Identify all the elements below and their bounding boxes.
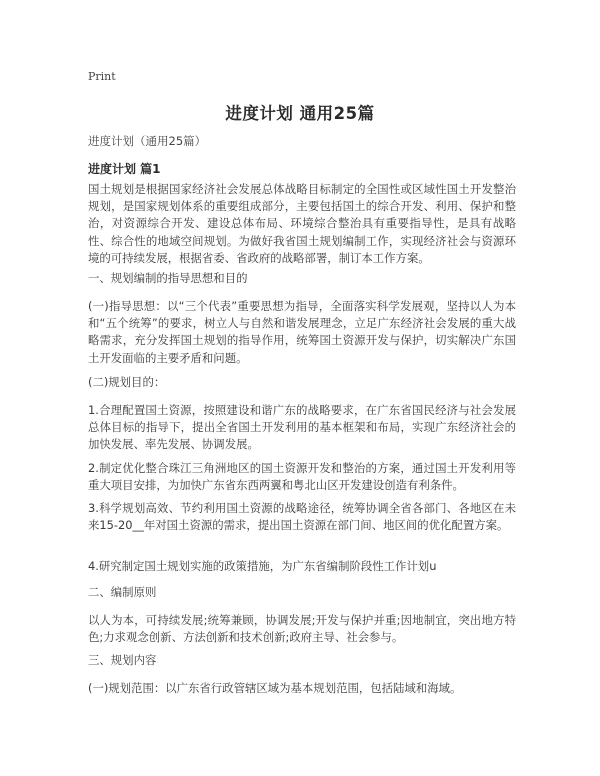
paragraph-purpose-3: 3.科学规划高效、节约利用国土资源的战略途径，统筹协调全省各部门、各地区在未来15-20__年对国土资源的需求，提出国土资源在部门间、地区间的优化配置方案。: [88, 501, 516, 533]
paragraph-intro: 国土规划是根据国家经济社会发展总体战略目标制定的全国性或区域性国土开发整治规划，是国家规划体系的重要组成部分，主要包括国土的综合开发、利用、保护和整治，对资源综合开发、建设总体布局、环境综合整治具有重要指导性，是具有战略性、综合性的地域空间规划。为做好我省国土规划编制工作，实现经济社会与资源环境的可持续发展，根据省委、省政府的战略部署，制订本工作方案。: [88, 182, 516, 265]
heading-principles: 二、编制原则: [88, 585, 157, 599]
section-heading: 进度计划 篇1: [88, 162, 161, 176]
paragraph-principles: 以人为本，可持续发展;统筹兼顾，协调发展;开发与保护并重;因地制宜，突出地方特色;力求观念创新、方法创新和技术创新;政府主导、社会参与。: [88, 613, 516, 645]
paragraph-planning-purpose: (二)规划目的：: [88, 375, 166, 389]
print-label[interactable]: Print: [88, 70, 116, 83]
paragraph-guiding-ideology: (一)指导思想：以“三个代表”重要思想为指导，全面落实科学发展观，坚持以人为本和“五个统筹”的要求，树立人与自然和谐发展理念，立足广东经济社会发展的重大战略需求，充分发挥国土规划的指导作用，统筹国土资源开发与保护，切实解决广东国土开发面临的主要矛盾和问题。: [88, 299, 516, 365]
heading-guiding-ideology: 一、规划编制的指导思想和目的: [88, 271, 248, 285]
paragraph-purpose-2: 2.制定优化整合珠江三角洲地区的国土资源开发和整治的方案，通过国土开发利用等重大项目安排，为加快广东省东西两翼和粤北山区开发建设创造有利条件。: [88, 461, 516, 493]
document-title: 进度计划 通用25篇: [225, 104, 375, 123]
heading-plan-content: 三、规划内容: [88, 653, 157, 667]
paragraph-purpose-1: 1.合理配置国土资源，按照建设和谐广东的战略要求，在广东省国民经济与社会发展总体目标的指导下，提出全省国土开发利用的基本框架和布局，实现广东经济社会的加快发展、率先发展、协调发展。: [88, 403, 516, 452]
document-subtitle: 进度计划（通用25篇）: [88, 134, 207, 148]
paragraph-plan-scope: (一)规划范围：以广东省行政管辖区域为基本规划范围，包括陆域和海域。: [88, 681, 462, 695]
paragraph-purpose-4: 4.研究制定国土规划实施的政策措施，为广东省编制阶段性工作计划u: [88, 559, 437, 573]
